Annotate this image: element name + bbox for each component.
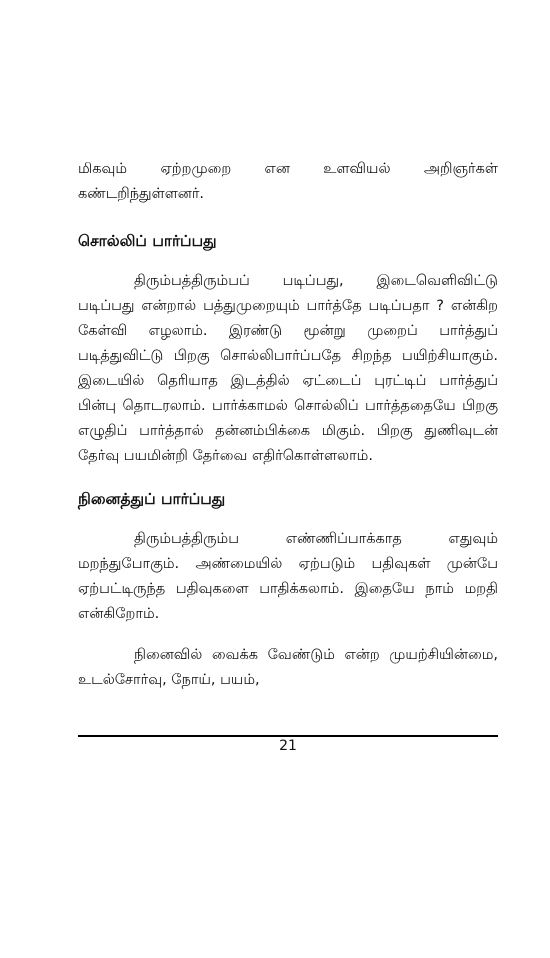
section-heading-recall: நினைத்துப் பார்ப்பது: [78, 490, 226, 508]
section-heading-recite: சொல்லிப் பார்ப்பது: [78, 232, 217, 250]
footer-rule: [78, 735, 498, 737]
paragraph-2: திரும்பத்திரும்பப் படிப்பது, இடைவெளிவிட்டு படிப்பது என்றால் பத்துமுறையும் பார்த்தே படிப்பதா ? என்கிற கேள்வி எழலாம். இரண்டு மூன்று முறைப் பார்த்துப் படித்துவிட்டு பிறகு சொல்லிபார்ப்பதே சிறந்த பயிற்சியாகும். இடையில் தெரியாத இடத்தில் ஏட்டைப் புரட்டிப் பார்த்துப் பின்பு தொடரலாம். பார்க்காமல் சொல்லிப் பார்த்ததையே பிறகு எழுதிப் பார்த்தால் தன்னம்பிக்கை மிகும். பிறகு துணிவுடன் தேர்வு பயமின்றி தேர்வை எதிர்கொள்ளலாம்.: [78, 273, 498, 464]
page-number: 21: [279, 738, 297, 754]
page-body: [78, 150, 498, 693]
paragraph-3: திரும்பத்திரும்ப எண்ணிப்பாக்காத எதுவும் மறந்துபோகும். அண்மையில் ஏற்படும் பதிவுகள் முன்பே ஏற்பட்டிருந்த பதிவுகளை பாதிக்கலாம். இதையே நாம் மறதி என்கிறோம்.: [78, 531, 498, 622]
paragraph-4: நினைவில் வைக்க வேண்டும் என்ற முயற்சியின்மை, உடல்சோர்வு, நோய், பயம்,: [78, 647, 498, 688]
paragraph-1: மிகவும் ஏற்றமுறை என உளவியல் அறிஞர்கள் கண்டறிந்துள்ளனர்.: [78, 161, 498, 202]
